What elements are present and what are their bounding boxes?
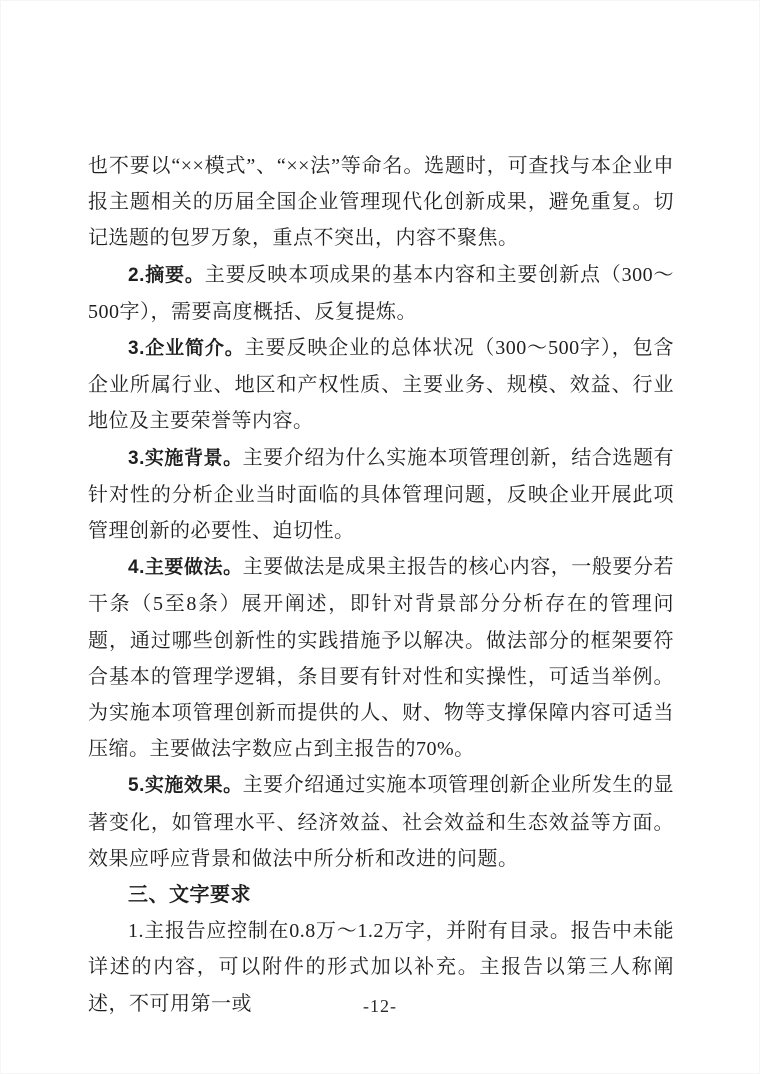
- paragraph-label: 4.主要做法。: [128, 557, 243, 579]
- paragraph-label: 3.实施背景。: [128, 447, 243, 469]
- paragraph-text: 1.主报告应控制在0.8万～1.2万字，并附有目录。报告中未能详述的内容，可以附件的形式加以补充。主报告以第三人称阐述，不可用第一或: [88, 920, 674, 1015]
- page-number: -12-: [363, 996, 397, 1016]
- document-body: [88, 148, 674, 1022]
- paragraph-text: 主要介绍通过实施本项管理创新企业所发生的显著变化，如管理水平、经济效益、社会效益和生态效益等方面。效果应呼应背景和做法中所分析和改进的问题。: [88, 774, 674, 870]
- paragraph-label: 5.实施效果。: [128, 775, 243, 797]
- paragraph-text: 主要介绍为什么实施本项管理创新，结合选题有针对性的分析企业当时面临的具体管理问题，反映企业开展此项管理创新的必要性、迫切性。: [88, 446, 674, 543]
- section-heading-text-requirements: [88, 877, 674, 913]
- paragraph-text: 主要做法是成果主报告的核心内容，一般要分若干条（5至8条）展开阐述，即针对背景部分分析存在的管理问题，通过哪些创新性的实践措施予以解决。做法部分的框架要符合基本的管理学逻辑，条目要有针对性和实操性，可适当举例。为实施本项管理创新而提供的人、财、物等支撑保障内容可适当压缩。主要做法字数应占到主报告的70%。: [88, 556, 674, 761]
- paragraph-implementation-results: [88, 767, 674, 877]
- section-heading-label: 三、文字要求: [128, 884, 251, 907]
- paragraph-implementation-background: [88, 440, 674, 550]
- paragraph-text: 也不要以“××模式”、“××法”等命名。选题时，可查找与本企业申报主题相关的历届全国企业管理现代化创新成果，避免重复。切记选题的包罗万象，重点不突出，内容不聚焦。: [88, 155, 674, 250]
- paragraph-label: 3.企业简介。: [128, 338, 245, 360]
- paragraph-label: 2.摘要。: [128, 264, 205, 286]
- paragraph-continuation: [88, 148, 674, 257]
- paragraph-company-profile: [88, 330, 674, 440]
- paragraph-abstract: [88, 257, 674, 330]
- paragraph-text: 主要反映本项成果的基本内容和主要创新点（300～500字），需要高度概括、反复提炼。: [88, 263, 674, 323]
- paragraph-main-practices: [88, 549, 674, 767]
- paragraph-text: 主要反映企业的总体状况（300～500字），包含企业所属行业、地区和产权性质、主要业务、规模、效益、行业地位及主要荣誉等内容。: [88, 337, 674, 433]
